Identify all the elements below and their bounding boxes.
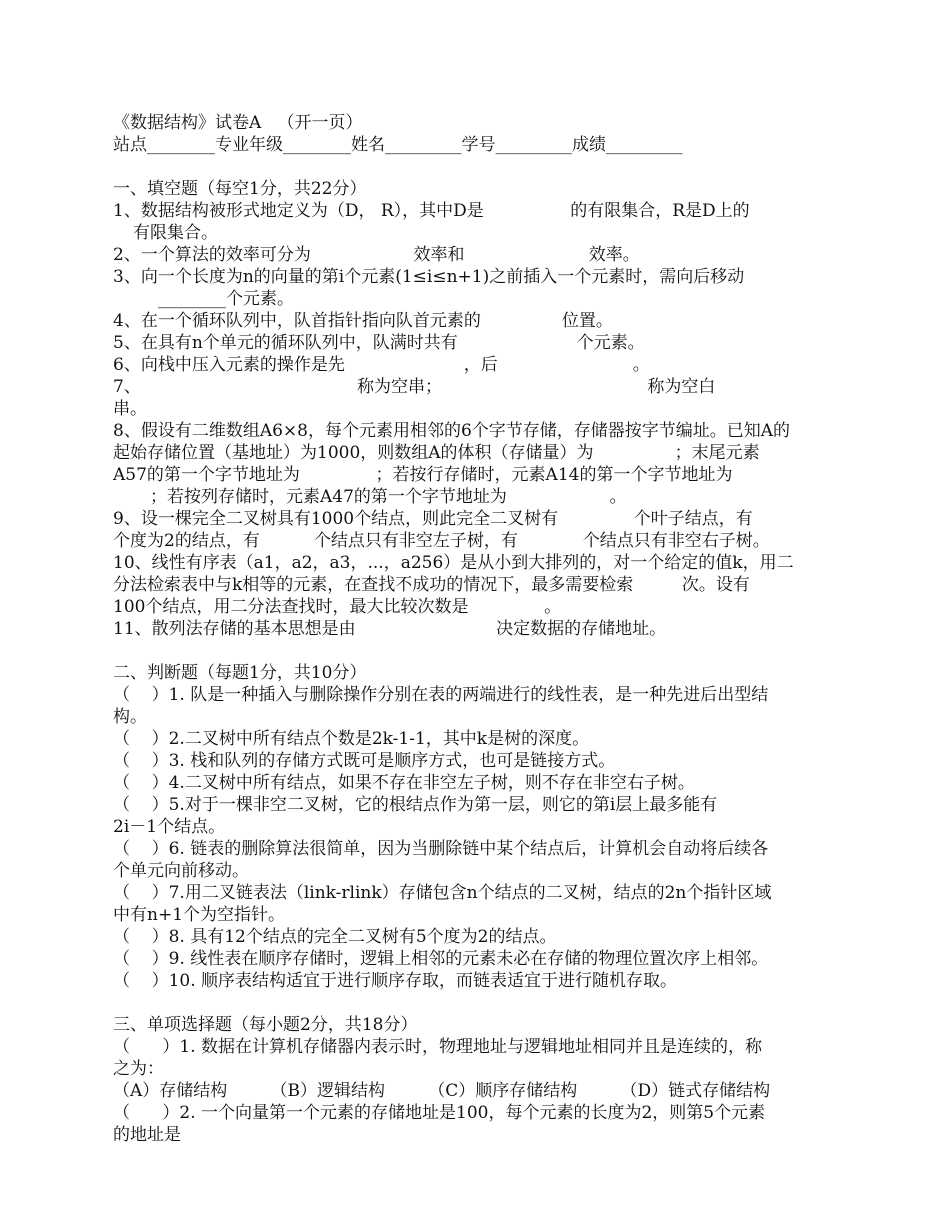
exam-title: 《数据结构》试卷A （开一页）: [113, 113, 363, 133]
fill-line: 3、向一个长度为n的向量的第i个元素(1≤i≤n+1)之前插入一个元素时，需向后移动: [113, 267, 745, 287]
judge-section-title: 二、判断题（每题1分，共10分）: [113, 663, 367, 683]
fill-line: 6、向栈中压入元素的操作是先 ，后 。: [113, 355, 650, 375]
judge-line: （ ）10. 顺序表结构适宜于进行顺序存取，而链表适宜于进行随机存取。: [113, 971, 678, 991]
fill-line: 个度为2的结点，有 个结点只有非空左子树，有 个结点只有非空右子树。: [113, 531, 770, 551]
fill-line: 1、数据结构被形式地定义为（D， R），其中D是 的有限集合，R是D上的: [113, 201, 750, 221]
fill-line: 5、在具有n个单元的循环队列中，队满时共有 个元素。: [113, 333, 645, 353]
fill-line: 4、在一个循环队列中，队首指针指向队首元素的 位置。: [113, 311, 613, 331]
fill-line: 7、 称为空串； 称为空白: [113, 377, 716, 397]
judge-line: （ ）5.对于一棵非空二叉树，它的根结点作为第一层，则它的第i层上最多能有: [113, 795, 718, 815]
judge-line: （ ）1. 队是一种插入与删除操作分别在表的两端进行的线性表，是一种先进后出型结: [113, 685, 769, 705]
judge-line: （ ）7.用二叉链表法（link-rlink）存储包含n个结点的二叉树，结点的2n个指针区域: [113, 883, 772, 903]
fill-line: 分法检索表中与k相等的元素，在查找不成功的情况下，最多需要检索 次。设有: [113, 575, 750, 595]
choice-line: （ ）2. 一个向量第一个元素的存储地址是100，每个元素的长度为2，则第5个元素: [113, 1103, 766, 1123]
choice-line: （ ）1. 数据在计算机存储器内表示时，物理地址与逻辑地址相同并且是连续的，称: [113, 1037, 763, 1057]
choice-section-title: 三、单项选择题（每小题2分，共18分）: [113, 1015, 418, 1035]
judge-line: 中有n+1个为空指针。: [113, 905, 286, 925]
student-info-fields: 站点________专业年级________姓名_________学号_________成绩_________: [113, 135, 683, 155]
judge-line: （ ）2.二叉树中所有结点个数是2k-1-1，其中k是树的深度。: [113, 729, 590, 749]
judge-line: 个单元向前移动。: [113, 861, 249, 881]
choice-options: （A）存储结构 （B）逻辑结构 （C）顺序存储结构 （D）链式存储结构: [113, 1081, 771, 1101]
fill-line: 10、线性有序表（a1，a2，a3，...，a256）是从小到大排列的，对一个给定的值k，用二: [113, 553, 794, 573]
fill-line: 串。: [113, 399, 147, 419]
fill-line: 8、假设有二维数组A6×8，每个元素用相邻的6个字节存储，存储器按字节编址。已知A的: [113, 421, 791, 441]
judge-line: （ ）8. 具有12个结点的完全二叉树有5个度为2的结点。: [113, 927, 557, 947]
judge-line: （ ）6. 链表的删除算法很简单，因为当删除链中某个结点后，计算机会自动将后续各: [113, 839, 769, 859]
fill-line: 2、一个算法的效率可分为 效率和 效率。: [113, 245, 640, 265]
fill-line: 11、散列法存储的基本思想是由 决定数据的存储地址。: [113, 619, 667, 639]
fill-line: 100个结点，用二分法查找时，最大比较次数是 。: [113, 597, 562, 617]
judge-line: （ ）4.二叉树中所有结点，如果不存在非空左子树，则不存在非空右子树。: [113, 773, 695, 793]
judge-line: 构。: [113, 707, 147, 727]
judge-line: 2i－1个结点。: [113, 817, 226, 837]
fill-line: A57的第一个字节地址为 ；若按行存储时，元素A14的第一个字节地址为: [113, 465, 733, 485]
judge-line: （ ）9. 线性表在顺序存储时，逻辑上相邻的元素未必在存储的物理位置次序上相邻。: [113, 949, 769, 969]
judge-line: （ ）3. 栈和队列的存储方式既可是顺序方式，也可是链接方式。: [113, 751, 616, 771]
fill-line: ；若按列存储时，元素A47的第一个字节地址为 。: [150, 487, 627, 507]
choice-line: 之为：: [113, 1059, 164, 1079]
fill-line: 起始存储位置（基地址）为1000，则数组A的体积（存储量）为 ；末尾元素: [113, 443, 760, 463]
choice-line: 的地址是: [113, 1125, 181, 1145]
fill-section-title: 一、填空题（每空1分，共22分）: [113, 179, 367, 199]
fill-line: 9、设一棵完全二叉树具有1000个结点，则此完全二叉树有 个叶子结点，有: [113, 509, 753, 529]
fill-line: ________个元素。: [158, 289, 294, 309]
fill-line: 有限集合。: [133, 223, 218, 243]
